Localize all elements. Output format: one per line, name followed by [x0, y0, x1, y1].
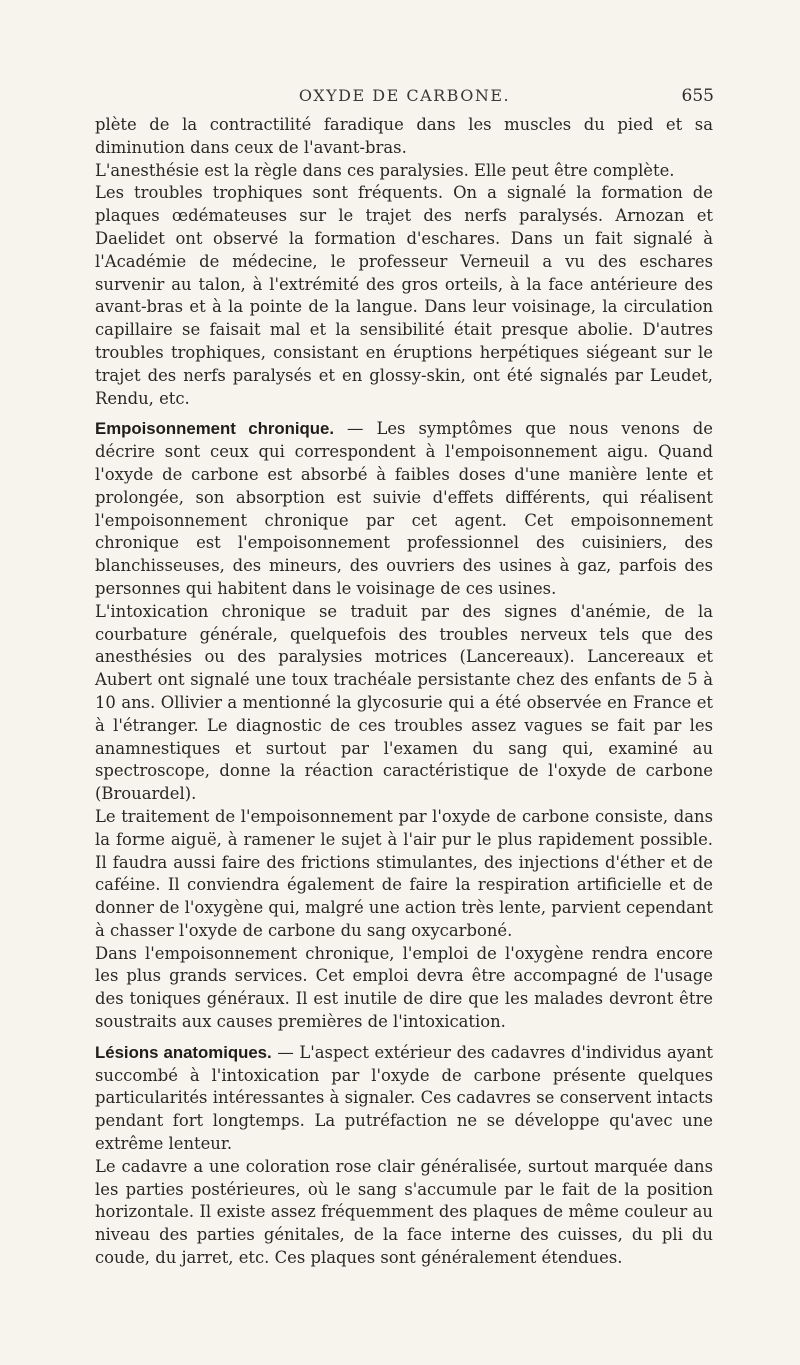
section-heading: Empoisonnement chronique. [95, 419, 335, 439]
paragraph: plète de la contractilité faradique dans les muscles du pied et sa diminution dans ceux de l'avant-bras. [95, 115, 713, 157]
section-text: — Les symptômes que nous venons de décrire sont ceux qui correspondent à l'empoisonnement aigu. Quand l'oxyde de carbone est absorbé à faibles doses d'une manière lente et prolongée, son absorption est suivie d'effets différents, qui réalisent l'empoisonnement chronique par cet agent. Cet empoisonnement chronique est l'empoisonnement professionnel des cuisiniers, des blanchisseuses, des mineurs, des ouvriers des usines à gaz, parfois des personnes qui habitent dans le voisinage de ces usines. [95, 419, 713, 598]
running-title: OXYDE DE CARBONE. [298, 86, 511, 105]
page-number: 655 [681, 86, 714, 106]
paragraph: Le traitement de l'empoisonnement par l'oxyde de carbone consiste, dans la forme aiguë, à ramener le sujet à l'air pur le plus rapidement possible. Il faudra aussi faire des frictions stimulantes, des injections d'éther et de caféine. Il conviendra également de faire la respiration artificielle et de donner de l'oxygène qui, malgré une action très lente, parvient cependant à chasser l'oxyde de carbone du sang oxycarboné. [95, 806, 713, 940]
body-text [95, 114, 713, 1270]
paragraph: Dans l'empoisonnement chronique, l'emploi de l'oxygène rendra encore les plus grands services. Cet emploi devra être accompagné de l'usage des toniques généraux. Il est inutile de dire que les malades devront être soustraits aux causes premières de l'intoxication. [95, 943, 713, 1032]
section-paragraph [95, 1042, 713, 1156]
paragraph: L'intoxication chronique se traduit par des signes d'anémie, de la courbature générale, quelquefois des troubles nerveux tels que des anesthésies ou des paralysies motrices (Lancereaux). Lancereaux et Aubert ont signalé une toux trachéale persistante chez des enfants de 5 à 10 ans. Ollivier a mentionné la glycosurie qui a été observée en France et à l'étranger. Le diagnostic de ces troubles assez vagues se fait par les anamnestiques et surtout par l'examen du sang qui, examiné au spectroscope, donne la réaction caractéristique de l'oxyde de carbone (Brouardel). [95, 601, 713, 804]
running-header [95, 86, 714, 108]
section-gap [95, 410, 713, 418]
section-gap [95, 1034, 713, 1042]
paragraph: Les troubles trophiques sont fréquents. On a signalé la formation de plaques œdémateuses sur le trajet des nerfs paralysés. Arnozan et Daelidet ont observé la formation d'eschares. Dans un fait signalé à l'Académie de médecine, le professeur Verneuil a vu des eschares survenir au talon, à l'extrémité des gros orteils, à la face antérieure des avant-bras et à la pointe de la langue. Dans leur voisinage, la circulation capillaire se faisait mal et la sensibilité était presque abolie. D'autres troubles trophiques, consistant en éruptions herpétiques siégeant sur le trajet des nerfs paralysés et en glossy-skin, ont été signalés par Leudet, Rendu, etc. [95, 183, 713, 408]
paragraph: Le cadavre a une coloration rose clair généralisée, surtout marquée dans les parties postérieures, où le sang s'accumule par le fait de la position horizontale. Il existe assez fréquemment des plaques de même couleur au niveau des parties génitales, de la face interne des cuisses, du pli du coude, du jarret, etc. Ces plaques sont généralement étendues. [95, 1156, 713, 1268]
section-heading: Lésions anatomiques. [95, 1042, 272, 1062]
section-paragraph [95, 418, 713, 600]
section-text: — L'aspect extérieur des cadavres d'individus ayant succombé à l'intoxication par l'oxyde de carbone présente quelques particularités intéressantes à signaler. Ces cadavres se conservent intacts pendant fort longtemps. La putréfaction ne se développe qu'avec une extrême lenteur. [95, 1042, 713, 1154]
paragraph: L'anesthésie est la règle dans ces paralysies. Elle peut être complète. [95, 160, 675, 180]
